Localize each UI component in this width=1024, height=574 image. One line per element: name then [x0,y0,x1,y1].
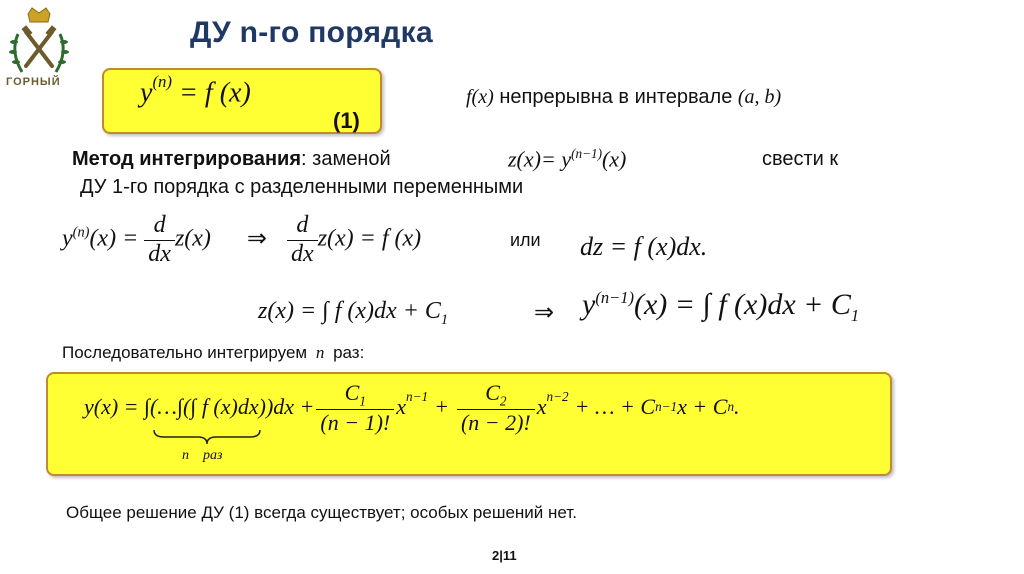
main-eq-rhs: = f (x) [179,77,251,109]
method-line [72,148,391,171]
d-dx-fraction-2: $\frac{d}{dx}$ [287,212,318,268]
y-integral: $y^{(n-1)}(x)$ = ∫ f $(x)dx + C_1$ [582,288,860,325]
z-integral: z(x) = ∫ f $(x)dx + C_1$ [258,298,449,328]
c2-fraction: $\frac{C_2}{(n - 2)!}$ [457,380,535,435]
main-eq-lhs: y [140,77,153,109]
or-text: или [510,230,541,250]
continuity-fx: f(x) [466,86,494,108]
integrate-text: Последовательно интегрируем n раз: [62,343,365,362]
continuity-interval: (a, b) [737,86,782,108]
page-number: 2|11 [492,548,517,563]
d-dx-fraction: $\frac{d}{dx}$ [144,212,175,268]
method-colon-text: : заменой [301,148,391,170]
slide-title: ДУ n-го порядка [190,16,433,49]
c1-fraction: $\frac{C_1}{(n - 1)!}$ [316,380,394,435]
substitution-order: (n−1) [571,146,602,161]
method-label: Метод интегрирования [72,148,302,170]
conclusion-text: Общее решение ДУ (1) всегда существует; особых решений нет. [66,503,577,522]
general-formula: y(x) = ∫(…∫(∫ f (x)dx))dx + $\frac{C_1}{(n - 1)!}$ x $^{n-1}$ + $\frac{C_2}{(n - 2)!}$ x $^{n-2}$ + … + C n−1 x + C n . [84,380,740,435]
main-equation [140,72,251,109]
underbrace [152,428,262,446]
reduce-text: свести к [762,148,839,170]
implies-arrow: ⇒ [246,225,268,252]
dz-equation: dz = f (x)dx. [580,232,708,261]
step1-equation: $y^{(n)}(x)$ = $\frac{d}{dx}$ z(x) ⇒ $\frac{d}{dx}$ z(x) = f (x) [62,212,422,267]
substitution-expr: $z(x)= y^{(n-1)}(x)$ [508,146,627,172]
implies-arrow-2: ⇒ [534,300,555,326]
logo-text: ГОРНЫЙ [6,76,61,88]
continuity-statement [466,86,781,109]
main-eq-order: (n) [152,72,173,91]
main-eq-number: (1) [333,108,360,133]
continuity-text: непрерывна в интервале [499,86,733,108]
underbrace-label: n раз [182,448,223,463]
method-line2: ДУ 1-го порядка с разделенными переменными [80,176,524,198]
